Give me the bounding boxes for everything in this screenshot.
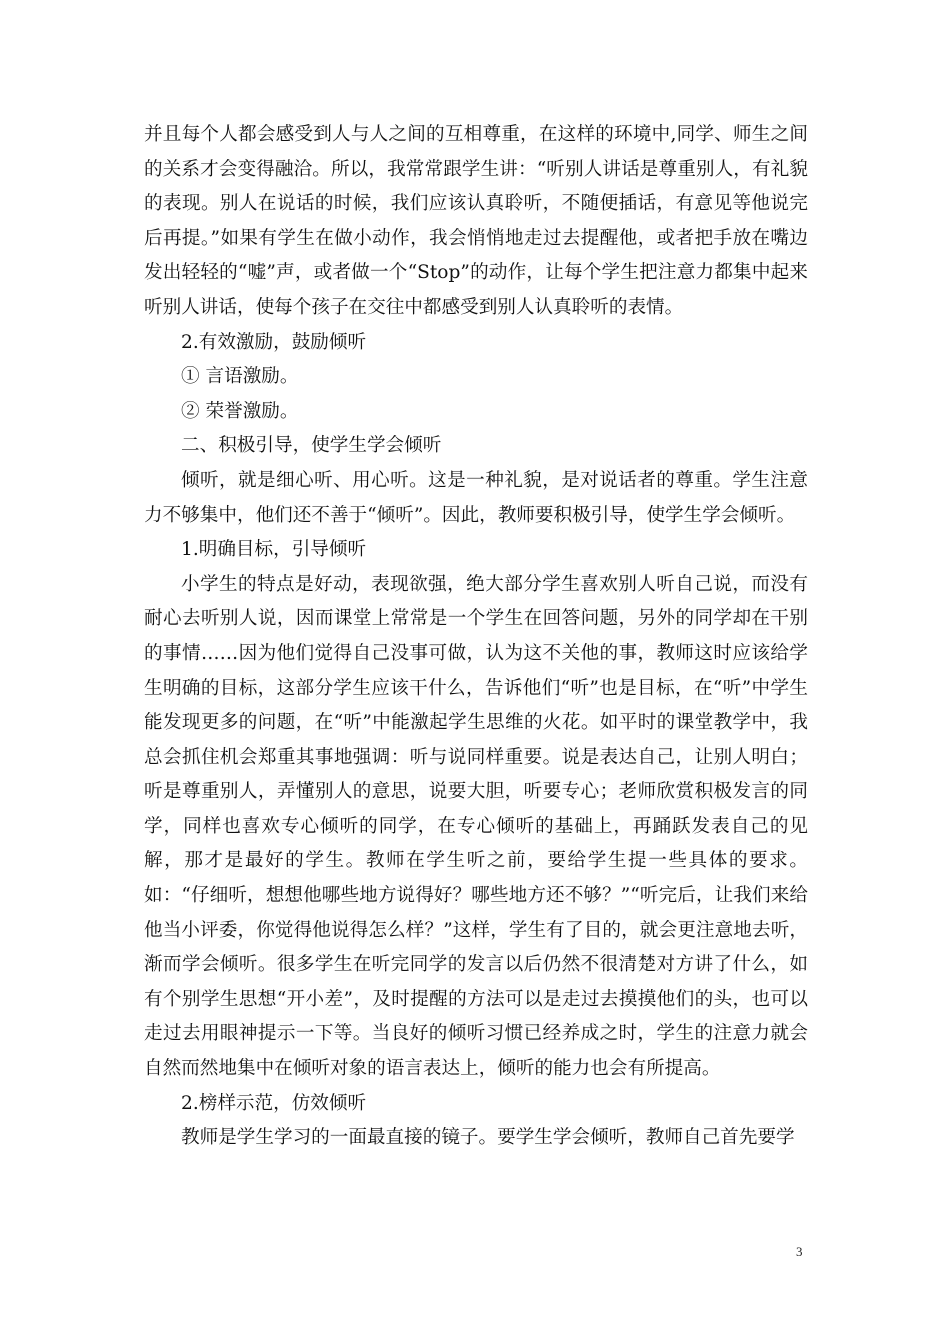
page-number: 3 bbox=[796, 1244, 803, 1259]
paragraph-role-model: 教师是学生学习的一面最直接的镜子。要学生学会倾听，教师自己首先要学 bbox=[181, 1127, 795, 1149]
subheading-effective-encouragement: 2.有效激励，鼓励倾听 bbox=[181, 331, 367, 353]
subheading-clear-goals: 1.明确目标，引导倾听 bbox=[181, 539, 367, 561]
subheading-role-model: 2.榜样示范，仿效倾听 bbox=[181, 1092, 367, 1114]
section-heading-guidance: 二、积极引导，使学生学会倾听 bbox=[181, 435, 442, 457]
list-item-honor-encouragement: ② 荣誉激励。 bbox=[181, 400, 299, 422]
paragraph-continuation: 并且每个人都会感受到人与人之间的互相尊重，在这样的环境中,同学、师生之间的关系才会变得融洽。所以，我常常跟学生讲：“听别人讲话是尊重别人，有礼貌的表现。别人在说话的时候，我们应该认真聆听，不随便插话，有意见等他说完后再提。”如果有学生在做小动作，我会悄悄地走过去提醒他，或者把手放在嘴边发出轻轻的“嘘”声，或者做一个“Stop”的动作，让每个学生把注意力都集中起来听别人讲话，使每个孩子在交往中都感受到别人认真聆听的表情。 bbox=[144, 124, 808, 318]
paragraph-listening-definition: 倾听，就是细心听、用心听。这是一种礼貌，是对说话者的尊重。学生注意力不够集中，他们还不善于“倾听”。因此，教师要积极引导，使学生学会倾听。 bbox=[144, 469, 808, 526]
paragraph-clear-goals: 小学生的特点是好动，表现欲强，绝大部分学生喜欢别人听自己说，而没有耐心去听别人说，因而课堂上常常是一个学生在回答问题，另外的同学却在干别的事情……因为他们觉得自己没事可做，认为这不关他的事，教师这时应该给学生明确的目标，这部分学生应该干什么，告诉他们“听”也是目标，在“听”中学生能发现更多的问题，在“听”中能激起学生思维的火花。如平时的课堂教学中，我总会抓住机会郑重其事地强调：听与说同样重要。说是表达自己，让别人明白；听是尊重别人，弄懂别人的意思，说要大胆，听要专心；老师欣赏积极发言的同学，同样也喜欢专心倾听的同学，在专心倾听的基础上，再踊跃发表自己的见解，那才是最好的学生。教师在学生听之前，要给学生提一些具体的要求。如：“仔细听，想想他哪些地方说得好？哪些地方还不够？”“听完后，让我们来给他当小评委，你觉得他说得怎么样？”这样，学生有了目的，就会更注意地去听，渐而学会倾听。很多学生在听完同学的发言以后仍然不很清楚对方讲了什么，如有个别学生思想“开小差”，及时提醒的方法可以是走过去摸摸他们的头，也可以走过去用眼神提示一下等。当良好的倾听习惯已经养成之时，学生的注意力就会自然而然地集中在倾听对象的语言表达上，倾听的能力也会有所提高。 bbox=[144, 573, 808, 1080]
list-item-verbal-encouragement: ① 言语激励。 bbox=[181, 366, 299, 388]
document-body bbox=[144, 118, 808, 1156]
